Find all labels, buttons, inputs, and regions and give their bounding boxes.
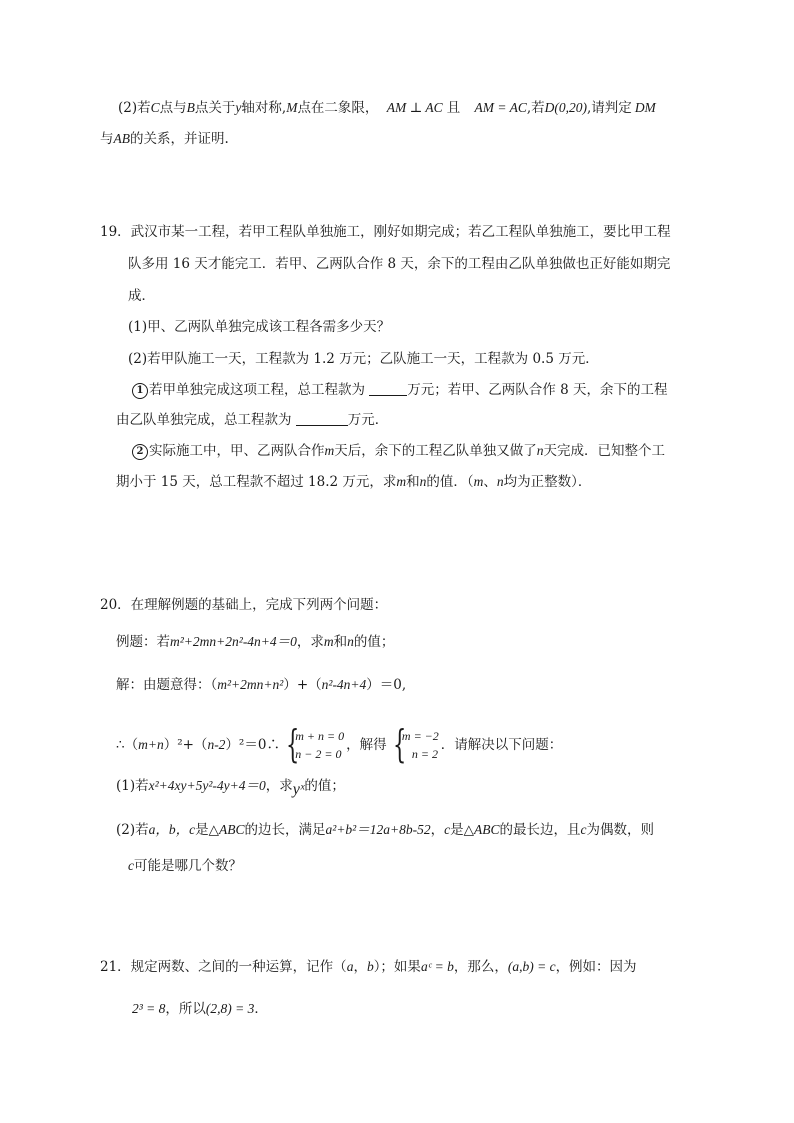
- text: 是△: [195, 822, 220, 838]
- formula: n²-4n+4: [321, 677, 367, 692]
- text: 天后，余下的工程乙队单独又做了: [334, 443, 537, 459]
- q20-part2-line1: [116, 820, 654, 840]
- text: ，解得: [346, 737, 387, 753]
- q20-example: [116, 632, 394, 652]
- text: 是△: [450, 822, 474, 838]
- q20-part2-line2: [128, 856, 242, 876]
- var: C: [150, 100, 160, 115]
- text: 由乙队单独完成，总工程款为: [116, 412, 292, 428]
- text: 例题：若: [116, 634, 170, 650]
- formula: m+n: [138, 737, 164, 752]
- text: 若甲单独完成这项工程，总工程款为: [149, 382, 365, 398]
- q20-solution: [116, 675, 406, 695]
- text: ∴（: [116, 737, 139, 753]
- formula: x²+4xy+5y²-4y+4＝0: [148, 778, 266, 793]
- var: a，b，c: [148, 822, 196, 837]
- var: n: [536, 443, 544, 458]
- q18-part2-line2: [100, 129, 229, 149]
- var: m: [323, 634, 334, 649]
- text: 的边长，满足: [244, 822, 326, 838]
- var: c: [128, 858, 134, 873]
- text: ,请判定: [587, 100, 632, 116]
- text: ，求: [296, 634, 324, 650]
- text: ）+（: [283, 677, 322, 693]
- q20-therefore: [116, 722, 563, 766]
- var: m: [324, 443, 335, 458]
- text: ．: [254, 1001, 268, 1017]
- q19-line1: 19．武汉市某一工程，若甲工程队单独施工，刚好如期完成；若乙工程队单独施工，要比甲工程: [100, 224, 671, 240]
- q19-sub2-line1: [132, 441, 665, 461]
- text: 可能是哪几个数？: [134, 858, 242, 874]
- formula: m²+2mn+2n²-4n+4＝0: [170, 634, 297, 649]
- var: DM: [634, 100, 656, 115]
- var: c: [580, 822, 587, 837]
- var: y: [235, 100, 242, 115]
- formula: (2,8) = 3: [205, 1001, 255, 1016]
- var: b: [366, 959, 374, 974]
- q19-sub1-line2: [116, 410, 388, 430]
- text: (2)若: [118, 100, 151, 116]
- left-brace-icon: {: [286, 722, 300, 766]
- text: ,若: [526, 100, 545, 116]
- text: ．请解决以下问题：: [440, 737, 563, 753]
- var: B: [186, 100, 195, 115]
- q20-part1: [116, 776, 345, 800]
- formula: (a,b) = c: [507, 959, 556, 974]
- text: ，求: [265, 778, 293, 794]
- formula: 2³ = 8: [132, 1001, 166, 1016]
- q19-part2: (2)若甲队施工一天，工程款为 1.2 万元；乙队施工一天，工程款为 0.5 万元．: [128, 351, 599, 367]
- var: n: [419, 474, 427, 489]
- q19-sub2-line2: [116, 472, 591, 492]
- text: 万元．: [347, 412, 389, 428]
- var: n: [496, 474, 504, 489]
- text: ）²+（: [163, 737, 208, 753]
- text: 点与: [159, 100, 187, 116]
- text: (2)若: [116, 822, 149, 838]
- circled-number-1: 1: [132, 383, 148, 399]
- text: ，例如：因为: [555, 959, 637, 975]
- q21-line2: [132, 999, 268, 1019]
- formula: AM ⊥ AC: [386, 100, 443, 115]
- text: 与: [100, 131, 114, 147]
- var: AB: [113, 131, 130, 146]
- equation-system-2: [392, 722, 439, 766]
- text: ，那么，: [453, 959, 508, 975]
- var: ABC: [473, 822, 500, 837]
- text: 期小于 15 天，总工程款不超过 18.2 万元，求: [116, 474, 397, 490]
- formula: yˣ: [292, 781, 305, 798]
- text: 万元；若甲、乙两队合作 8 天，余下的工程: [407, 382, 668, 398]
- var: ABC: [219, 822, 245, 837]
- formula: aᶜ = b: [420, 959, 454, 974]
- q19-line2: 队多用 16 天才能完工．若甲、乙两队合作 8 天，余下的工程由乙队单独做也正好能如期完: [128, 256, 671, 272]
- text: 均为正整数）．: [503, 474, 592, 490]
- equation-row: m = −2: [401, 729, 439, 743]
- text: 和: [333, 634, 348, 650]
- text: 的关系，并证明.: [130, 131, 229, 147]
- text: 实际施工中，甲、乙两队合作: [149, 443, 325, 459]
- text: 、: [483, 474, 497, 490]
- equation-row: m + n = 0: [295, 729, 345, 743]
- text: 解：由题意得：（: [116, 677, 218, 693]
- text: 21．规定两数、之间的一种运算，记作（: [100, 959, 347, 975]
- text: 的最长边，且: [499, 822, 581, 838]
- text: ，: [353, 959, 367, 975]
- q20-line1: 20．在理解例题的基础上，完成下列两个问题：: [100, 597, 388, 613]
- formula: a²+b²＝12a+8b-52: [325, 822, 431, 837]
- formula: D(0,20): [544, 100, 588, 115]
- text: 的值；: [353, 634, 395, 650]
- formula: m²+2mn+n²: [217, 677, 284, 692]
- q19-sub1-line1: [132, 380, 667, 400]
- text: (1)若: [116, 778, 149, 794]
- q21-line1: [100, 957, 637, 977]
- text: ）²＝0∴: [225, 737, 280, 753]
- text: 轴对称,: [241, 100, 287, 116]
- answer-blank[interactable]: [369, 381, 407, 396]
- formula: n-2: [207, 737, 226, 752]
- var: m: [473, 474, 484, 489]
- text: 为偶数，则: [586, 822, 654, 838]
- equation-row: n − 2 = 0: [295, 747, 342, 761]
- text: 天完成．已知整个工: [543, 443, 665, 459]
- q18-part2-line1: [118, 98, 656, 118]
- var: n: [347, 634, 354, 649]
- answer-blank[interactable]: [296, 411, 348, 426]
- var: M: [286, 100, 298, 115]
- text: ）＝0,: [366, 677, 407, 693]
- text: ，所以: [165, 1001, 206, 1017]
- text: 且: [446, 100, 461, 116]
- left-brace-icon: {: [392, 722, 407, 766]
- q19-part1: (1)甲、乙两队单独完成该工程各需多少天？: [128, 319, 391, 335]
- equation-row: n = 2: [411, 747, 439, 761]
- var: a: [346, 959, 354, 974]
- text: ）；如果: [373, 959, 421, 975]
- equation-system-1: [286, 722, 345, 766]
- formula: AM = AC: [474, 100, 527, 115]
- circled-number-2: 2: [132, 444, 148, 460]
- text: 点在二象限，: [297, 100, 379, 116]
- text: 点关于: [194, 100, 236, 116]
- text: 和: [406, 474, 420, 490]
- var: m: [396, 474, 407, 489]
- text: ，: [430, 822, 445, 838]
- text: 的值；: [304, 778, 345, 794]
- var: c: [444, 822, 451, 837]
- q19-line3: 成．: [128, 288, 155, 304]
- text: 的值．（: [426, 474, 474, 490]
